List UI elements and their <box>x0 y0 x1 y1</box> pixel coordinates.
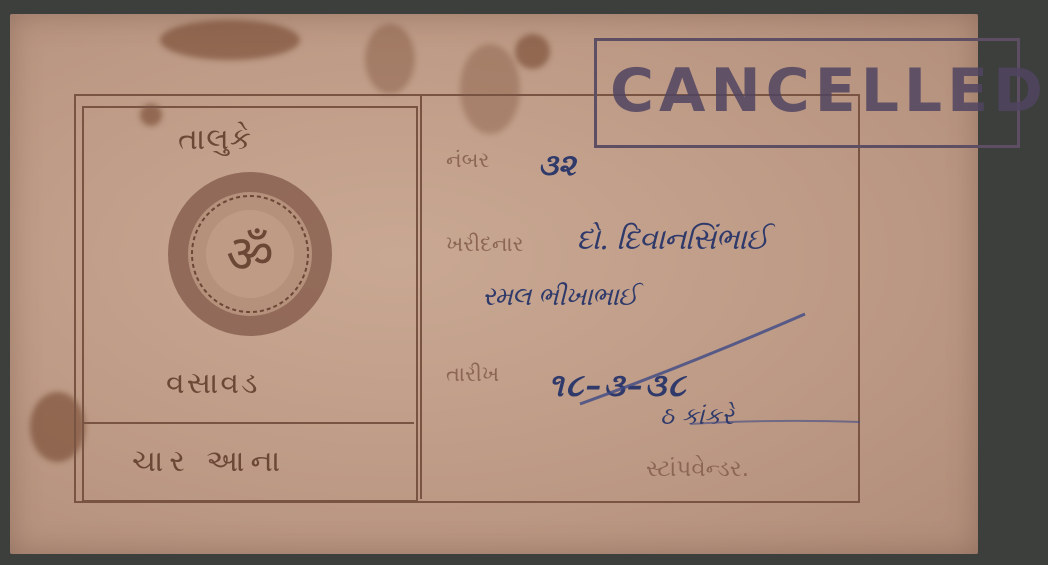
vendor-signature: ઠ કાંકરે <box>660 402 734 430</box>
date-value: ૧૮–૩–૩૮ <box>548 366 688 404</box>
vendor-label: સ્ટાંપવેન્ડર. <box>646 456 750 482</box>
om-emblem-icon <box>165 169 335 339</box>
revenue-stamp <box>10 14 1048 554</box>
buyer-label: ખરીદનાર <box>446 232 524 256</box>
cancel-mark: CANCELLED <box>610 56 1048 126</box>
om-symbol: ॐ <box>226 225 274 285</box>
date-label: તારીખ <box>446 362 500 386</box>
number-value: ૩૨ <box>538 148 576 183</box>
stamp-place: વસાવડ <box>166 366 260 401</box>
stamp-value: ચાર આના <box>132 444 287 479</box>
stamp-header: તાલુકે <box>178 122 253 157</box>
buyer-line-1: દો. દિવાનસિંભાઈ <box>576 222 768 257</box>
buyer-line-2: રમલ ભીખાભાઈ <box>482 282 637 312</box>
number-label: નંબર <box>446 148 490 172</box>
